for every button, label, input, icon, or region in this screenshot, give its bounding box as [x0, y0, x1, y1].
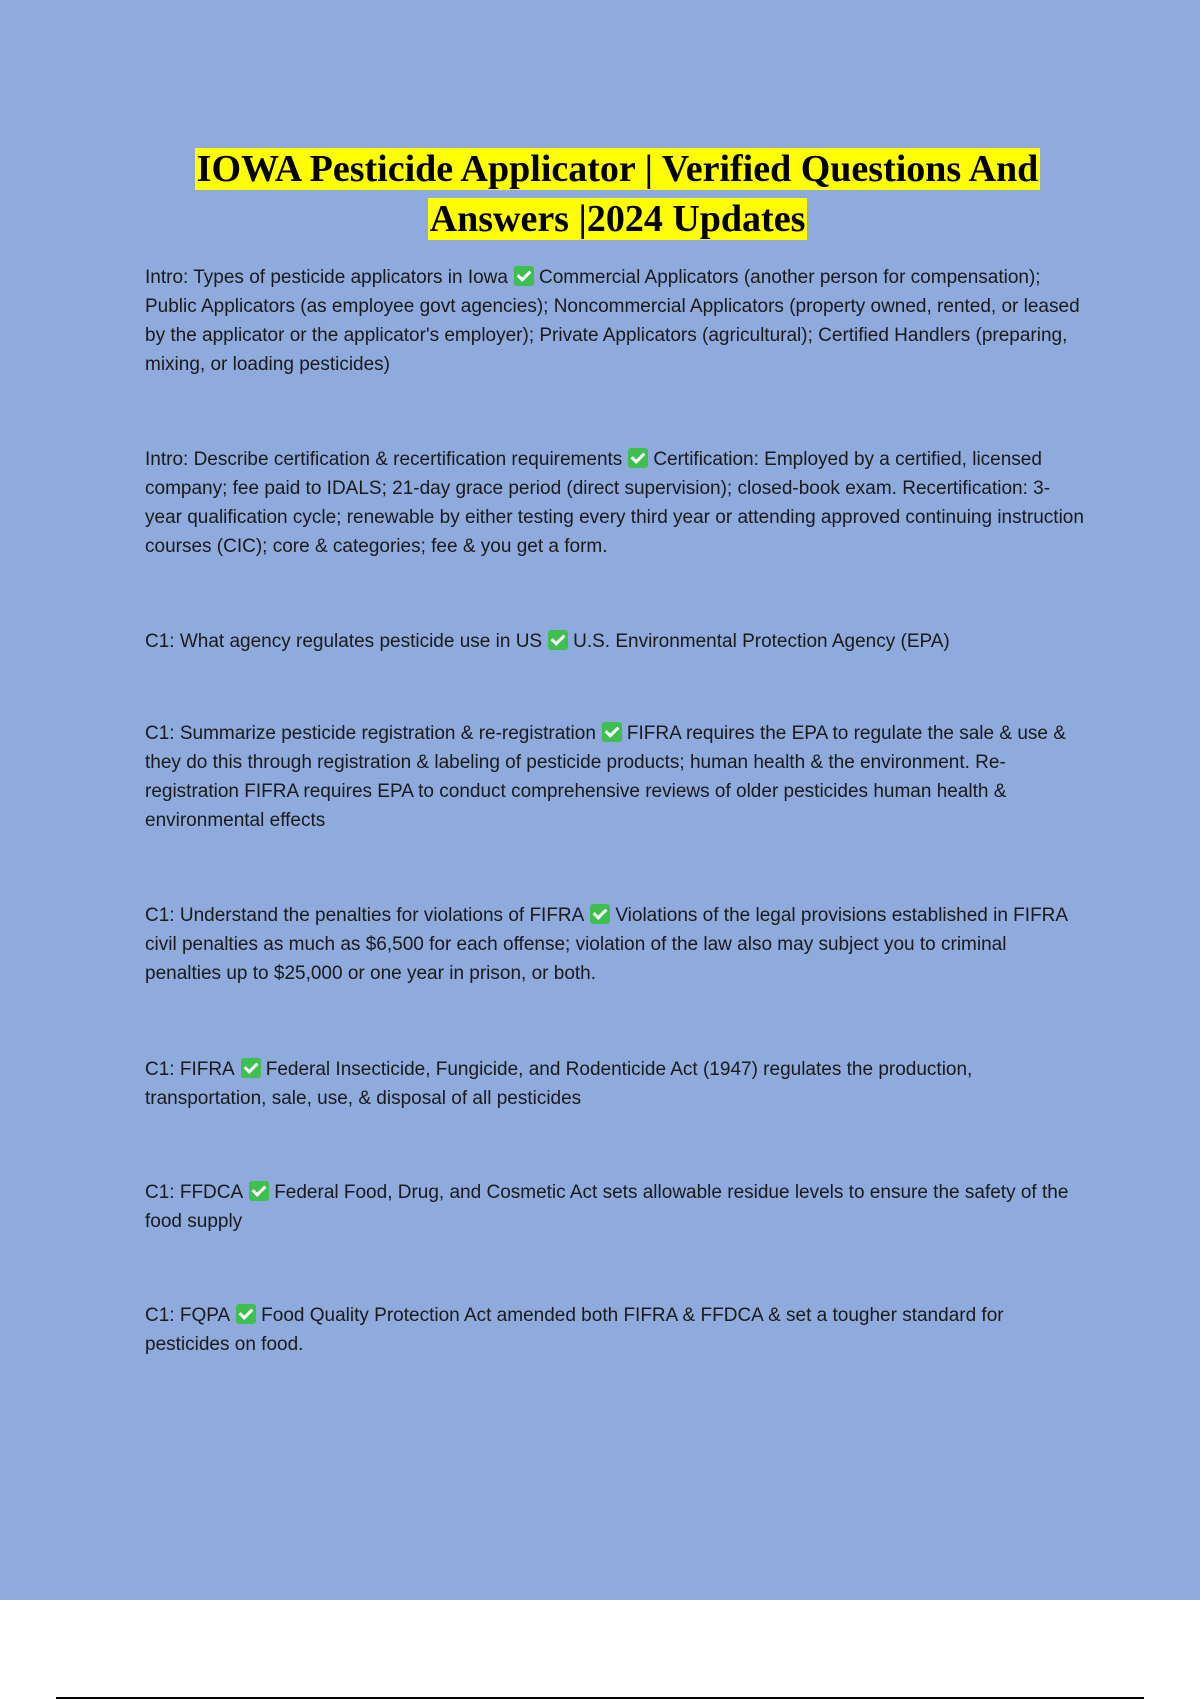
- answer-text: U.S. Environmental Protection Agency (EPA): [573, 631, 950, 652]
- qa-item-certification: [145, 445, 1085, 561]
- qa-item-applicator-types: [145, 263, 1085, 379]
- footer-divider: [56, 1697, 1144, 1699]
- document-title: [110, 144, 1125, 244]
- title-line-1: IOWA Pesticide Applicator | Verified Questions And: [196, 148, 1039, 190]
- check-mark-icon: [548, 630, 568, 650]
- qa-item-regulating-agency: [145, 627, 1085, 656]
- question-text: Intro: Types of pesticide applicators in Iowa: [145, 267, 508, 288]
- answer-text: Food Quality Protection Act amended both FIFRA & FFDCA & set a tougher standard for pesticides on food.: [145, 1305, 1004, 1355]
- answer-text: Federal Food, Drug, and Cosmetic Act sets allowable residue levels to ensure the safety of the food supply: [145, 1182, 1069, 1232]
- qa-item-fifra-penalties: [145, 901, 1085, 988]
- question-text: C1: Summarize pesticide registration & re-registration: [145, 723, 596, 744]
- check-mark-icon: [628, 448, 648, 468]
- check-mark-icon: [590, 904, 610, 924]
- qa-item-registration: [145, 719, 1085, 835]
- qa-item-fifra: [145, 1055, 1085, 1113]
- question-text: Intro: Describe certification & recertification requirements: [145, 449, 623, 470]
- answer-text: Violations of the legal provisions established in FIFRA civil penalties as much as $6,500 for each offense; violation of the law also may subject you to criminal penalties up to $25,000 or one year in prison, or both.: [145, 905, 1068, 984]
- title-line-2: Answers |2024 Updates: [429, 198, 806, 240]
- answer-text: Commercial Applicators (another person for compensation); Public Applicators (as employee govt agencies); Noncommercial Applicators (property owned, rented, or leased by the applicator or the applicator's employer); Private Applicators (agricultural); Certified Handlers (preparing, mixing, or loading pesticides): [145, 267, 1080, 375]
- qa-item-ffdca: [145, 1178, 1085, 1236]
- qa-item-fqpa: [145, 1301, 1085, 1359]
- check-mark-icon: [514, 266, 534, 286]
- answer-text: Certification: Employed by a certified, licensed company; fee paid to IDALS; 21-day grace period (direct supervision); closed-book exam. Recertification: 3-year qualification cycle; renewable by either testing every third year or attending approved continuing instruction courses (CIC); core & categories; fee & you get a form.: [145, 449, 1084, 557]
- question-text: C1: FQPA: [145, 1305, 231, 1326]
- check-mark-icon: [241, 1058, 261, 1078]
- answer-text: Federal Insecticide, Fungicide, and Rodenticide Act (1947) regulates the production, transportation, sale, use, & disposal of all pesticides: [145, 1059, 973, 1109]
- question-text: C1: FIFRA: [145, 1059, 235, 1080]
- check-mark-icon: [236, 1304, 256, 1324]
- question-text: C1: What agency regulates pesticide use in US: [145, 631, 543, 652]
- check-mark-icon: [249, 1181, 269, 1201]
- question-text: C1: Understand the penalties for violations of FIFRA: [145, 905, 585, 926]
- answer-text: FIFRA requires the EPA to regulate the sale & use & they do this through registration & labeling of pesticide products; human health & the environment. Re-registration FIFRA requires EPA to conduct comprehensive reviews of older pesticides human health & environmental effects: [145, 723, 1066, 831]
- question-text: C1: FFDCA: [145, 1182, 244, 1203]
- check-mark-icon: [602, 722, 622, 742]
